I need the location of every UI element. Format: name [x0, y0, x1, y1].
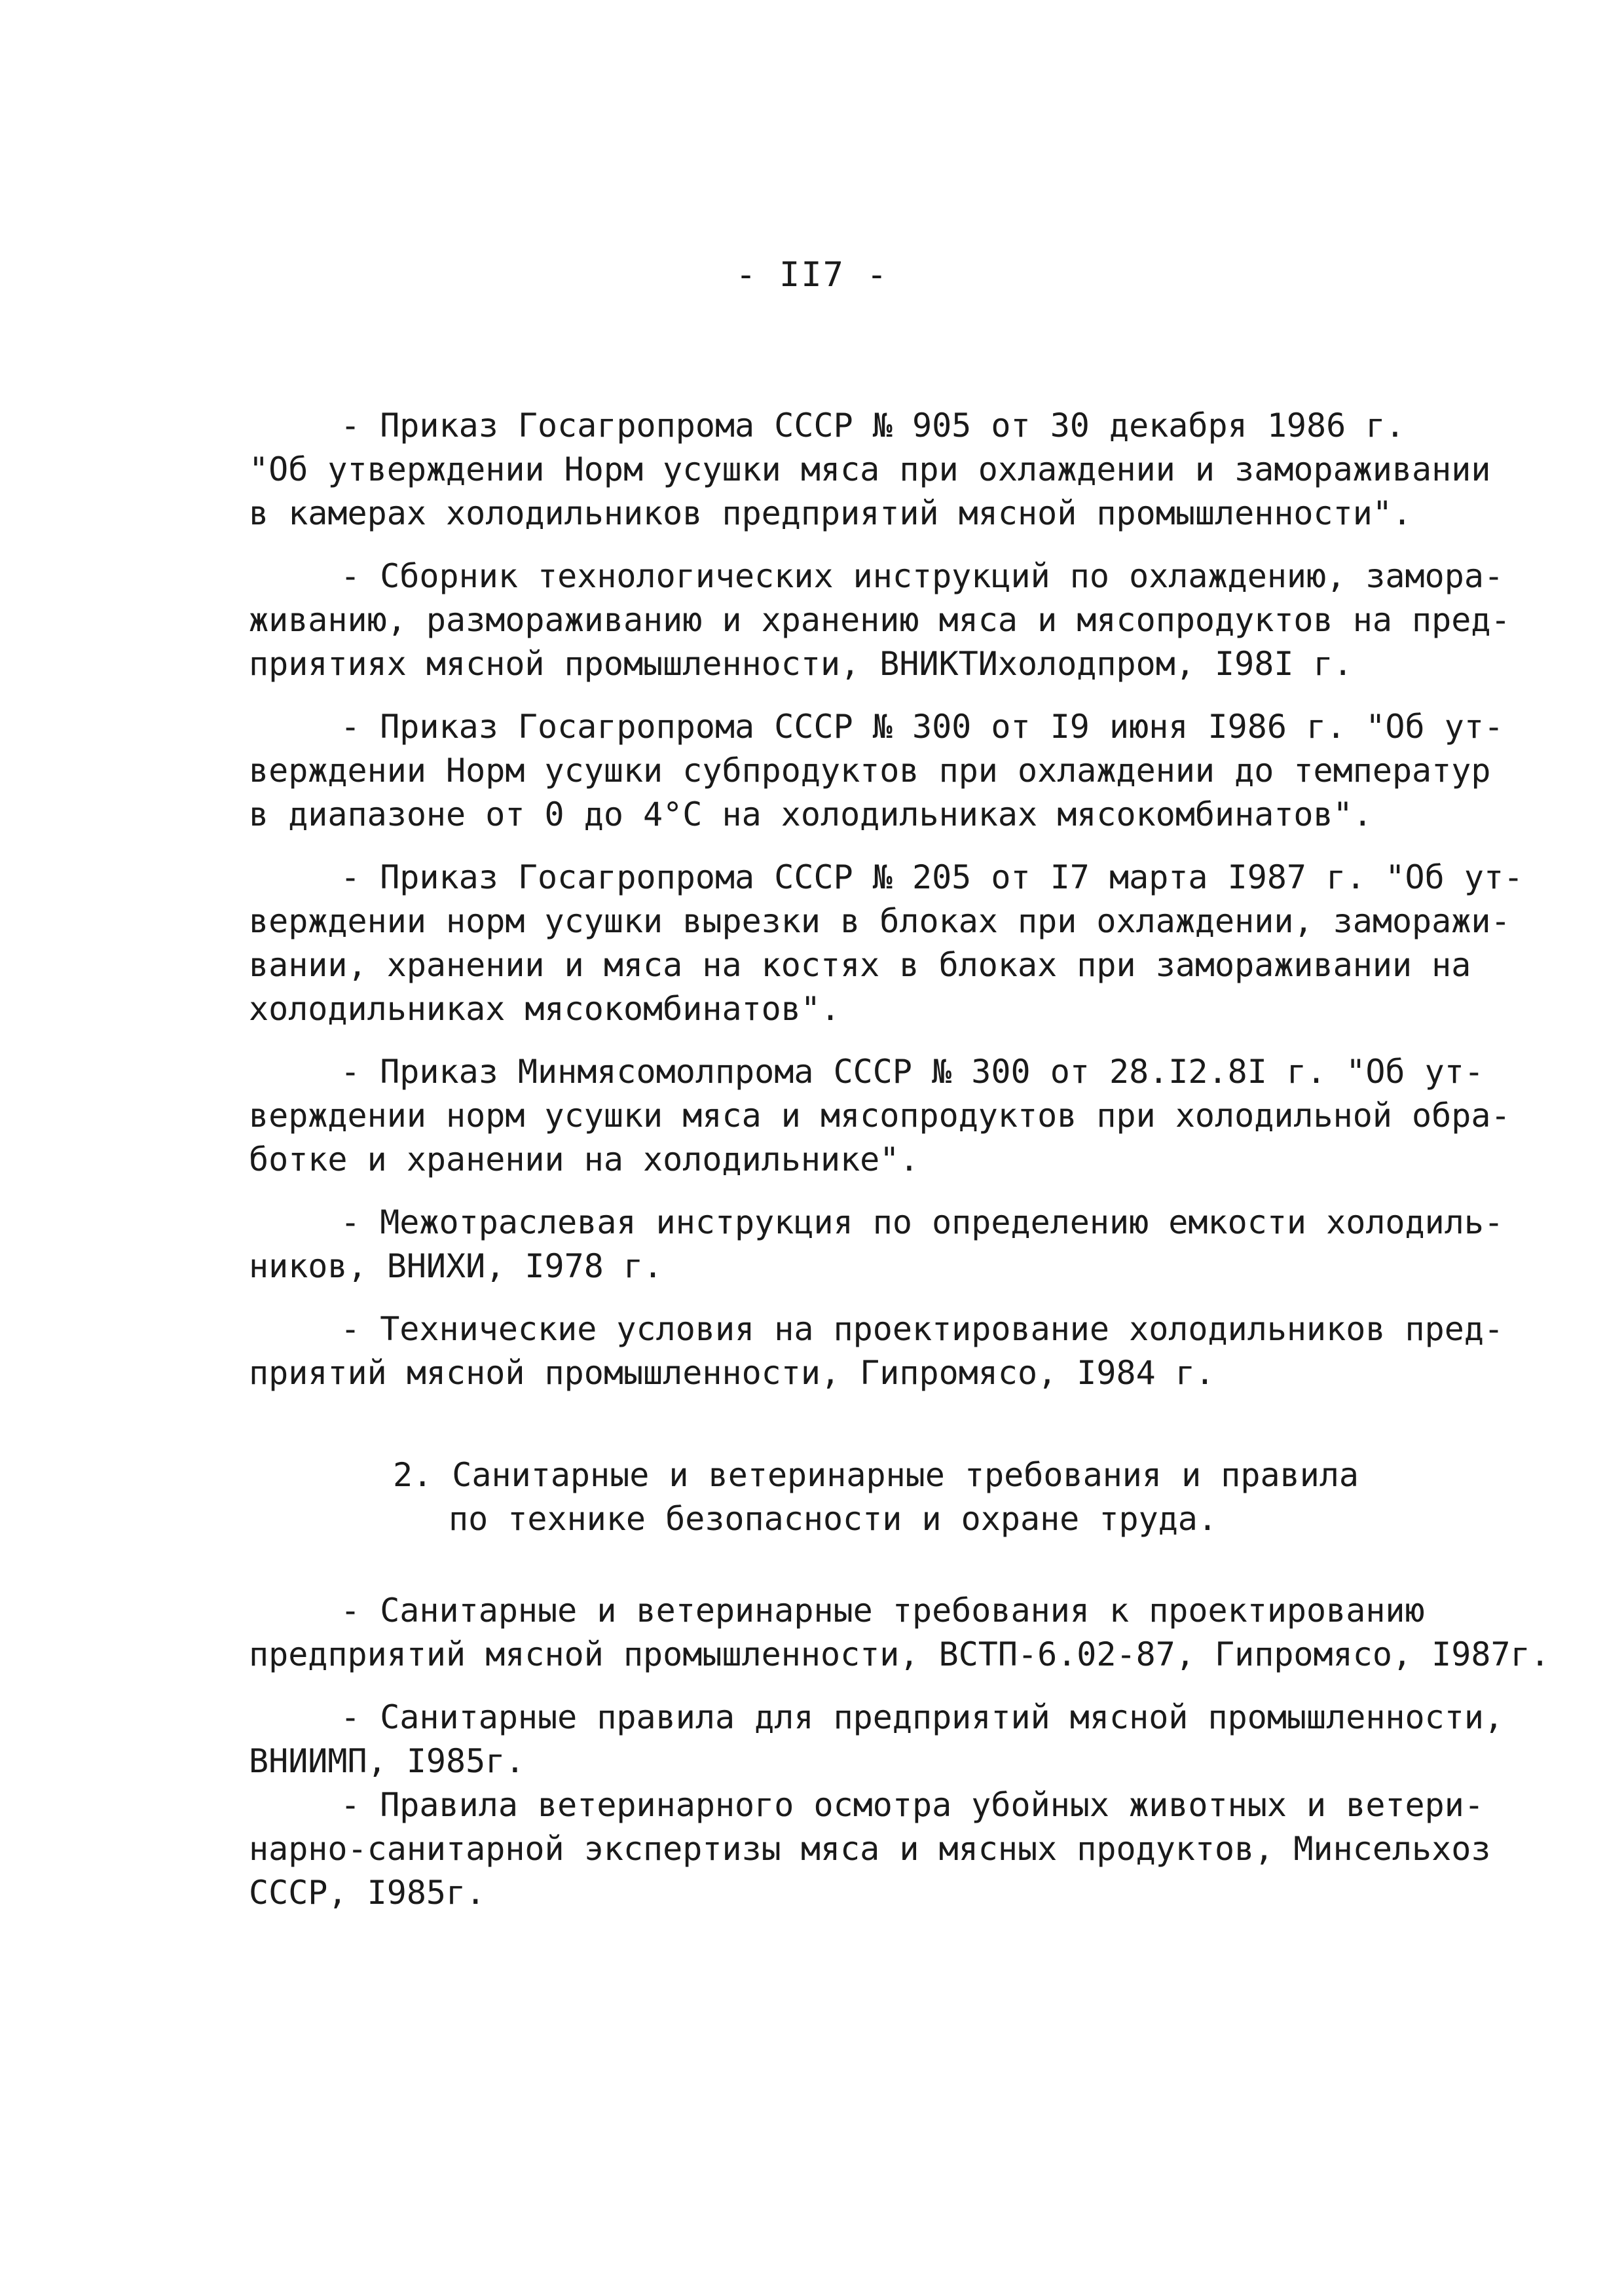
text-line: вании, хранении и мяса на костях в блоках при замораживании на [249, 946, 1471, 984]
text-line: в камерах холодильников предприятий мясной промышленности". [249, 494, 1412, 532]
text-line: верждении норм усушки вырезки в блоках при охлаждении, заморажи- [249, 902, 1511, 940]
text-line: приятий мясной промышленности, Гипромясо, I984 г. [249, 1354, 1215, 1392]
text-line: ботке и хранении на холодильнике". [249, 1140, 919, 1178]
text-line: СССР, I985г. [249, 1874, 486, 1912]
text-line: - Приказ Госагропрома СССР № 300 от I9 июня I986 г. "Об ут- [341, 708, 1504, 746]
text-line: - Санитарные правила для предприятий мясной промышленности, [341, 1698, 1504, 1736]
text-line: - Санитарные и ветеринарные требования к проектированию [341, 1592, 1425, 1630]
text-line: - Правила ветеринарного осмотра убойных животных и ветери- [341, 1786, 1484, 1824]
text-line: - Приказ Минмясомолпрома СССР № 300 от 28.I2.8I г. "Об ут- [341, 1053, 1484, 1091]
text-line: верждении Норм усушки субпродуктов при охлаждении до температур [249, 752, 1491, 790]
text-line: - Сборник технологических инструкций по охлаждению, замора- [341, 557, 1504, 595]
text-line: "Об утверждении Норм усушки мяса при охлаждении и замораживании [249, 450, 1491, 488]
section-heading: 2. Санитарные и ветеринарные требования и правила [393, 1456, 1359, 1494]
text-line: - Приказ Госагропрома СССР № 905 от 30 декабря 1986 г. [341, 407, 1405, 445]
section-heading: по технике безопасности и охране труда. [449, 1500, 1217, 1538]
text-line: верждении норм усушки мяса и мясопродуктов при холодильной обра- [249, 1097, 1511, 1135]
text-line: ВНИИМП, I985г. [249, 1742, 525, 1780]
text-line: - Приказ Госагропрома СССР № 205 от I7 марта I987 г. "Об ут- [341, 858, 1524, 896]
text-line: приятиях мясной промышленности, ВНИКТИхолодпром, I98I г. [249, 645, 1353, 683]
text-line: ников, ВНИХИ, I978 г. [249, 1247, 663, 1285]
text-line: - Межотраслевая инструкция по определению емкости холодиль- [341, 1203, 1504, 1241]
page-number: - II7 - [735, 255, 889, 295]
text-line: холодильниках мясокомбинатов". [249, 990, 841, 1028]
text-line: предприятий мясной промышленности, ВСТП-6.02-87, Гипромясо, I987г. [249, 1635, 1550, 1673]
text-line: живанию, размораживанию и хранению мяса и мясопродуктов на пред- [249, 601, 1511, 639]
text-line: - Технические условия на проектирование холодильников пред- [341, 1310, 1504, 1348]
text-line: в диапазоне от 0 до 4°С на холодильниках мясокомбинатов". [249, 795, 1373, 833]
text-line: нарно-санитарной экспертизы мяса и мясных продуктов, Минсельхоз [249, 1830, 1491, 1868]
